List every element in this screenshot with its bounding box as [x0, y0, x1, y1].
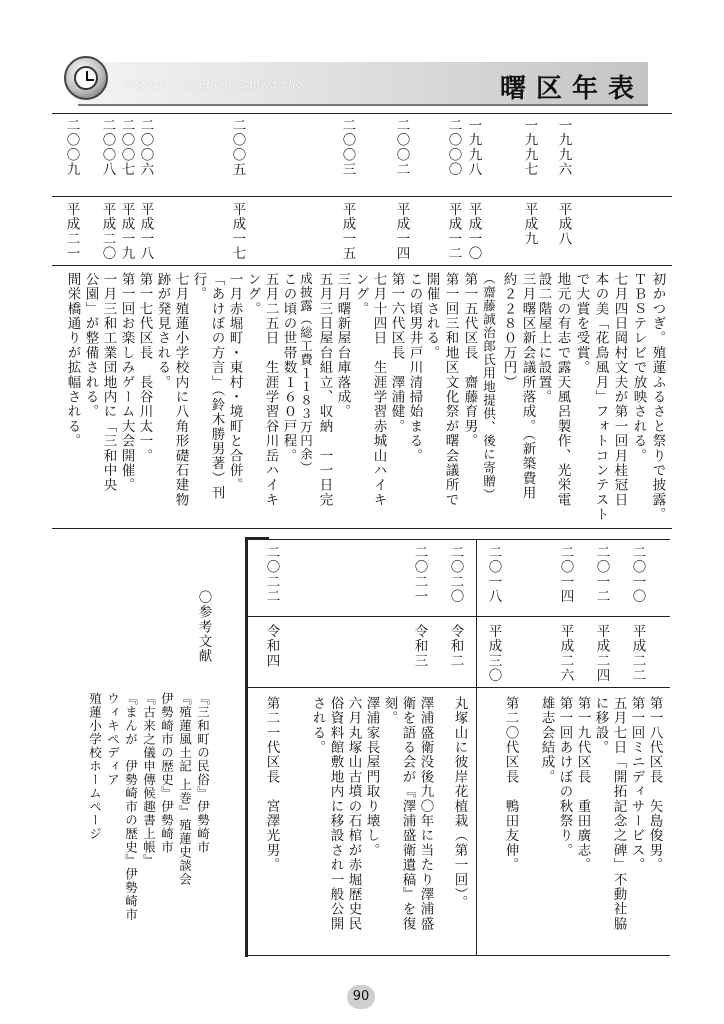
event-line: 一月赤堀町・東村・境町と合併。 — [226, 272, 243, 493]
event-line: される。 — [309, 696, 326, 755]
era-cell: 平成二六 — [557, 624, 574, 683]
year-cell: 二〇〇五 — [229, 118, 246, 177]
reference-item: 『三和町の民俗』伊勢崎市 — [195, 692, 211, 854]
event-line: （齋藤誠治郎氏用地提供、後に寄贈） — [481, 272, 497, 502]
event-line: 本の美「花鳥風月」フォトコンテスト — [592, 272, 609, 522]
era-cell: 平成三〇 — [485, 624, 502, 683]
year-cell: 二〇〇八 — [99, 118, 116, 177]
era-cell: 令和四 — [263, 624, 280, 669]
event-line: 「あけぼの方言」（鈴木勝男著）刊 — [208, 272, 225, 501]
bottom-table-left-border — [245, 537, 248, 957]
event-line: 約２２８０万円） — [500, 272, 517, 390]
era-cell: 平成八 — [555, 202, 572, 247]
era-cell: 平成九 — [521, 202, 538, 247]
bottom-table-divider-2 — [245, 687, 670, 688]
bottom-table-vertical-divider — [476, 539, 477, 955]
event-line: で大賞を受賞。 — [573, 272, 590, 375]
event-line: ング。 — [244, 272, 261, 317]
event-line: 七月殖蓮小学校内に八角形礎石建物 — [172, 272, 189, 508]
event-line: 第一五代区長 齋藤育男。 — [461, 272, 478, 449]
era-cell: 平成二二 — [629, 624, 646, 683]
event-line: 俗資料館敷地内に移設され一般公開 — [327, 696, 344, 932]
year-cell: 二〇〇六 — [137, 118, 154, 177]
year-cell: 一九九六 — [555, 118, 572, 177]
event-line: 六月丸塚山古墳の石棺が赤堀歴史民 — [345, 696, 362, 932]
era-cell: 平成一七 — [229, 202, 246, 261]
event-line: 澤浦家長屋門取り壊し。 — [363, 696, 380, 858]
era-cell: 平成一〇 — [465, 202, 482, 261]
event-line: 第一回ミニディサービス。 — [628, 696, 645, 873]
event-line: 公園」が整備される。 — [82, 272, 99, 419]
era-cell: 平成二一 — [63, 202, 80, 261]
event-line: 間栄橋通りが拡幅される。 — [64, 272, 81, 449]
year-cell: 二〇一二 — [593, 545, 610, 604]
era-cell: 平成二〇 — [99, 202, 116, 261]
reference-item: 『殖蓮風土記 上巻』殖蓮史談会 — [177, 692, 193, 886]
year-cell: 二〇一八 — [485, 545, 502, 604]
event-line: この頃男井戸川清掃始まる。 — [406, 272, 423, 464]
year-cell: 二〇二〇 — [447, 545, 464, 604]
event-line: 三月曙新屋台庫落成。 — [334, 272, 351, 419]
era-cell: 平成二四 — [593, 624, 610, 683]
event-line: 成披露（総工費１１８３万円余） — [298, 272, 314, 475]
top-table-divider-1 — [52, 196, 672, 197]
event-line: 第一八代区長 矢島俊男。 — [646, 696, 663, 873]
event-line: 丸塚山に彼岸花植栽（第一回）。 — [451, 696, 468, 910]
era-cell: 平成一四 — [393, 202, 410, 261]
year-cell: 二〇二二 — [263, 545, 280, 604]
event-line: 第一九代区長 重田廣志。 — [574, 696, 591, 873]
event-line: ング。 — [352, 272, 369, 317]
bottom-table-top-rule — [245, 539, 670, 540]
event-line: 跡が発見される。 — [154, 272, 171, 390]
event-line: 三月曙区新会議所落成。（新築費用 — [519, 272, 536, 501]
top-table-divider-2 — [52, 265, 672, 266]
year-cell: 二〇二一 — [411, 545, 428, 604]
page-number: 90 — [347, 985, 375, 1009]
event-line: 第一回お楽しみゲーム大会開催。 — [118, 272, 135, 493]
event-line: に移設。 — [592, 696, 609, 755]
year-cell: 二〇〇二 — [393, 118, 410, 177]
event-line: 設二階屋上に設置。 — [535, 272, 552, 405]
event-line: 行。 — [190, 272, 207, 302]
era-cell: 平成一五 — [339, 202, 356, 261]
event-line: 地元の有志で露天風呂製作、光栄電 — [554, 272, 571, 508]
top-table-top-rule — [52, 113, 672, 114]
event-line: 第一七代区長 長谷川太一。 — [136, 272, 153, 464]
bottom-table-bottom-rule — [245, 955, 670, 956]
year-cell: 二〇〇三 — [339, 118, 356, 177]
reference-item: ウィキペディア — [105, 692, 121, 787]
event-line: 五月二五日 生涯学習谷川岳ハイキ — [262, 272, 279, 508]
era-cell: 令和三 — [411, 624, 428, 669]
event-line: 衛を語る会が『澤浦盛衛遺稿』を復 — [399, 696, 416, 932]
bottom-table-divider-1 — [245, 616, 670, 617]
reference-item: 『まんが 伊勢崎市の歴史』伊勢崎市 — [123, 692, 139, 922]
reference-item: 殖蓮小学校ホームページ — [87, 692, 103, 841]
event-line: 澤浦盛衛没後九〇年に当たり澤浦盛 — [417, 696, 434, 932]
reference-item: 『古来之儀申傳候趣書上帳』 — [141, 692, 157, 868]
event-line: 第一六代区長 澤浦健。 — [388, 272, 405, 434]
top-table-bottom-rule — [52, 528, 672, 529]
references-heading: 〇参考文献 — [195, 590, 212, 664]
era-cell: 平成一二 — [445, 202, 462, 261]
era-cell: 平成一九 — [118, 202, 135, 261]
event-line: 第二〇代区長 鴨田友伸。 — [502, 696, 519, 873]
event-line: この頃の世帯数１６０戸程。 — [280, 272, 297, 464]
reference-item: 伊勢崎市の歴史』伊勢崎市 — [159, 692, 175, 854]
year-cell: 二〇〇七 — [118, 118, 135, 177]
year-cell: 二〇〇九 — [63, 118, 80, 177]
event-line: 開催される。 — [423, 272, 440, 361]
event-line: 第二一代区長 宮澤光男。 — [263, 696, 280, 873]
event-line: 一月三和工業団地内に「三和中央 — [100, 272, 117, 493]
event-line: 五月三日屋台組立、収納 一一日完 — [316, 272, 333, 508]
event-line: 七月十四日 生涯学習赤城山ハイキ — [370, 272, 387, 508]
header-subtitle: history of akebono sanwa-cho — [124, 78, 304, 91]
event-line: 雄志会結成。 — [538, 696, 555, 785]
event-line: 初かつぎ。殖蓮ふるさと祭りで披露。 — [649, 272, 666, 522]
clock-icon — [64, 56, 108, 100]
event-line: 五月七日「開拓記念之碑」不動社脇 — [610, 696, 627, 932]
event-line: 第一回あけぼの秋祭り。 — [556, 696, 573, 858]
era-cell: 令和二 — [447, 624, 464, 669]
year-cell: 一九九七 — [521, 118, 538, 177]
year-cell: 二〇一四 — [557, 545, 574, 604]
event-line: 七月四日岡村文夫が第一回月桂冠日 — [611, 272, 628, 508]
year-cell: 一九九八 — [465, 118, 482, 177]
event-line: ＴＢＳテレビで放映される。 — [630, 272, 647, 464]
era-cell: 平成一八 — [137, 202, 154, 261]
year-cell: 二〇一〇 — [629, 545, 646, 604]
page-title: 曙区年表 — [500, 74, 645, 104]
year-cell: 二〇〇〇 — [445, 118, 462, 177]
event-line: 第一回三和地区文化祭が曙会議所で — [442, 272, 459, 508]
event-line: 刻。 — [381, 696, 398, 726]
